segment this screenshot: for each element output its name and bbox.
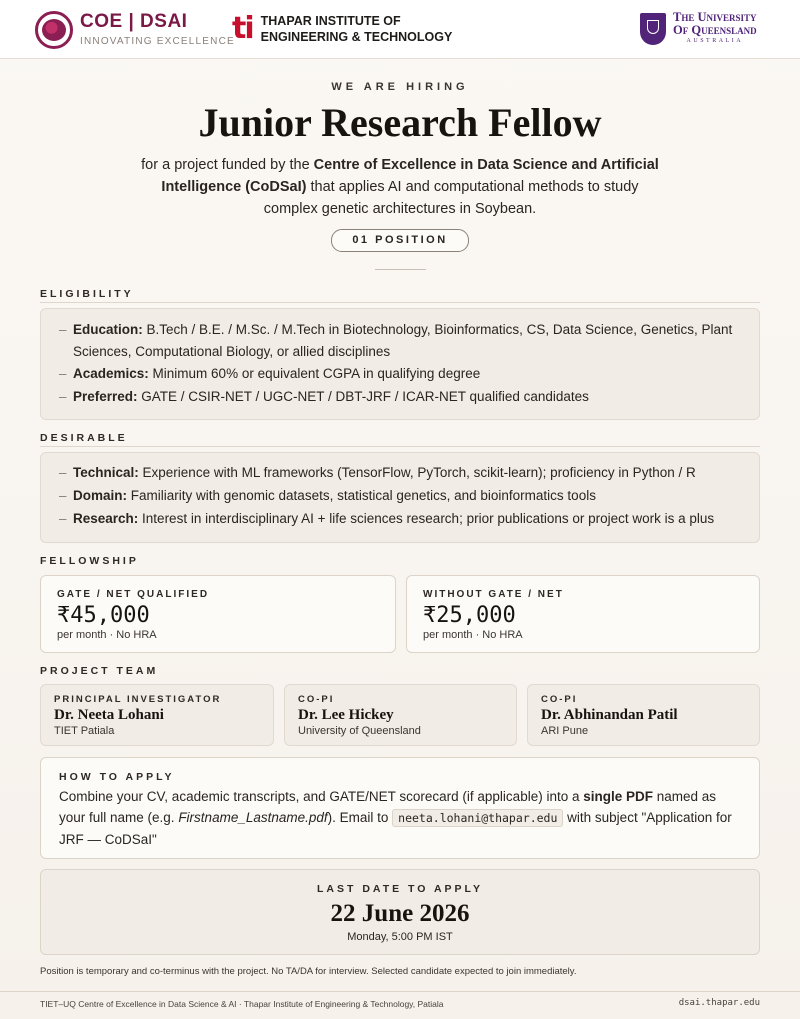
item-text: Experience with ML frameworks (TensorFlow, PyTorch, scikit-learn); proficiency in Python / R <box>138 465 696 480</box>
list-item: – Research: Interest in interdisciplinary AI + life sciences research; prior publications or project work is a plus <box>59 511 715 526</box>
deadline-date: 22 June 2026 <box>330 900 470 927</box>
desirable-heading: DESIRABLE <box>40 432 128 444</box>
apply-text-post: with subject "Application for JRF — CoDSaI" <box>59 810 732 847</box>
thapar-name-line2: ENGINEERING & TECHNOLOGY <box>260 30 453 44</box>
hiring-eyebrow: WE ARE HIRING <box>331 81 469 93</box>
item-text: Minimum 60% or equivalent CGPA in qualifying degree <box>148 366 481 381</box>
brain-icon <box>35 11 73 49</box>
uq-logo <box>640 11 757 46</box>
eligibility-card <box>40 308 760 420</box>
list-item: – Preferred: GATE / CSIR-NET / UGC-NET / DBT-JRF / ICAR-NET qualified candidates <box>59 389 589 404</box>
team-name: Dr. Lee Hickey <box>298 707 394 723</box>
fellowship-card-unqualified <box>406 575 760 653</box>
apply-instructions <box>59 786 739 850</box>
coe-logo-subtitle: INNOVATING EXCELLENCE <box>80 35 235 47</box>
positions-badge: 01 POSITION <box>331 229 469 252</box>
fine-print: Position is temporary and co-terminus with the project. No TA/DA for interview. Selected candidate expected to join immediately. <box>40 966 577 977</box>
team-name: Dr. Abhinandan Patil <box>541 707 678 723</box>
hero-divider <box>375 269 426 270</box>
header-bar <box>0 0 800 59</box>
item-key: Preferred: <box>73 389 138 404</box>
fellowship-note: per month · No HRA <box>57 629 157 641</box>
item-text: GATE / CSIR-NET / UGC-NET / DBT-JRF / ICAR-NET qualified candidates <box>137 389 589 404</box>
footer-website-link[interactable]: dsai.thapar.edu <box>678 998 760 1008</box>
team-role: CO-PI <box>298 694 335 705</box>
team-role: PRINCIPAL INVESTIGATOR <box>54 694 222 705</box>
team-heading: PROJECT TEAM <box>40 665 159 677</box>
item-key: Domain: <box>73 488 127 503</box>
fellowship-amount: ₹25,000 <box>423 603 516 628</box>
uq-country: AUSTRALIA <box>686 38 744 44</box>
eligibility-heading: ELIGIBILITY <box>40 288 134 300</box>
apply-text-pre: Combine your CV, academic transcripts, and GATE/NET scorecard (if applicable) into a <box>59 789 584 804</box>
item-text: B.Tech / B.E. / M.Sc. / M.Tech in Biotechnology, Bioinformatics, CS, Data Science, Genetics, Plant Sciences, Computational Biology, or allied disciplines <box>73 322 733 359</box>
coe-dsai-logo <box>35 11 235 49</box>
footer-institution: TIET–UQ Centre of Excellence in Data Science & AI · Thapar Institute of Engineering & Technology, Patiala <box>40 999 444 1009</box>
list-item: – Education: B.Tech / B.E. / M.Sc. / M.Tech in Biotechnology, Bioinformatics, CS, Data Science, Genetics, Plant Sciences, Computational Biology, or allied disciplines <box>59 322 733 359</box>
intro-pre: for a project funded by the <box>141 157 314 173</box>
uq-name-line1: The University <box>673 10 757 24</box>
apply-email-pre: ). Email to <box>327 810 393 825</box>
item-text: Interest in interdisciplinary AI + life sciences research; prior publications or project work is a plus <box>138 511 715 526</box>
uq-name-line2: Of Queensland <box>673 23 757 37</box>
team-affiliation: ARI Pune <box>541 725 589 737</box>
team-affiliation: TIET Patiala <box>54 725 115 737</box>
list-item: – Academics: Minimum 60% or equivalent CGPA in qualifying degree <box>59 366 481 381</box>
intro-post: that applies AI and computational methods to study complex genetic architectures in Soybean. <box>263 179 639 217</box>
item-key: Academics: <box>73 366 149 381</box>
team-card-copi-2 <box>527 684 760 746</box>
team-affiliation: University of Queensland <box>298 725 421 737</box>
team-card-pi <box>40 684 274 746</box>
item-key: Research: <box>73 511 139 526</box>
apply-heading: HOW TO APPLY <box>59 771 175 783</box>
fellowship-category: WITHOUT GATE / NET <box>423 589 564 600</box>
apply-text-mid: named as your full name (e.g. <box>59 789 717 825</box>
apply-text-bold: single PDF <box>583 789 653 804</box>
deadline-card <box>40 869 760 955</box>
list-item: – Technical: Experience with ML frameworks (TensorFlow, PyTorch, scikit-learn); proficiency in Python / R <box>59 465 696 480</box>
item-text: Familiarity with genomic datasets, statistical genetics, and bioinformatics tools <box>127 488 596 503</box>
fellowship-category: GATE / NET QUALIFIED <box>57 589 210 600</box>
desirable-rule <box>40 446 760 447</box>
item-key: Technical: <box>73 465 139 480</box>
team-role: CO-PI <box>541 694 578 705</box>
item-key: Education: <box>73 322 143 337</box>
list-item: – Domain: Familiarity with genomic datasets, statistical genetics, and bioinformatics tools <box>59 488 596 503</box>
deadline-heading: LAST DATE TO APPLY <box>316 883 483 895</box>
page-title: Junior Research Fellow <box>198 100 602 145</box>
coe-logo-title: COE | DSAI <box>80 10 188 32</box>
apply-card <box>40 757 760 859</box>
team-name: Dr. Neeta Lohani <box>54 707 164 723</box>
eligibility-rule <box>40 302 760 303</box>
thapar-name-line1: THAPAR INSTITUTE OF <box>260 14 401 28</box>
fellowship-amount: ₹45,000 <box>57 603 150 628</box>
fellowship-note: per month · No HRA <box>423 629 523 641</box>
team-card-copi-1 <box>284 684 517 746</box>
deadline-time: Monday, 5:00 PM IST <box>347 931 453 943</box>
intro-text <box>140 154 660 220</box>
thapar-logo <box>232 13 452 45</box>
fellowship-card-qualified <box>40 575 396 653</box>
apply-filename-example: Firstname_Lastname.pdf <box>178 810 328 825</box>
fellowship-heading: FELLOWSHIP <box>40 555 139 567</box>
intro-funder: Centre of Excellence in Data Science and Artificial Intelligence (CoDSaI) <box>161 157 659 195</box>
desirable-card <box>40 452 760 543</box>
footer-divider <box>0 991 800 992</box>
apply-email-address[interactable]: neeta.lohani@thapar.edu <box>392 809 563 827</box>
thapar-mark-icon: ti <box>232 11 253 46</box>
uq-shield-icon <box>640 13 666 45</box>
